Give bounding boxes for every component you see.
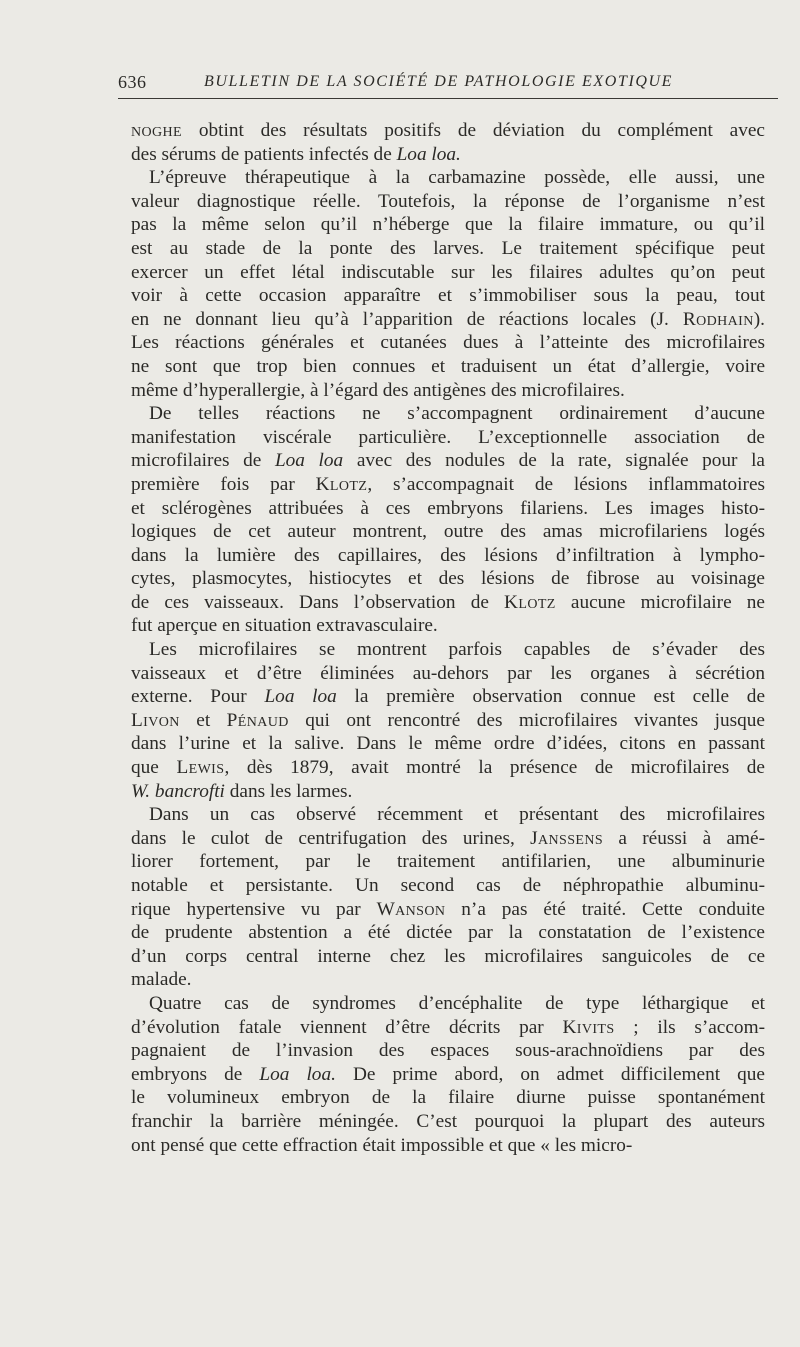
text-run: embryons de [131, 1063, 260, 1085]
body-text [131, 119, 765, 1157]
text-line [131, 732, 765, 756]
text-line [131, 614, 765, 638]
species-name: Loa loa. [259, 1063, 336, 1085]
text-run: microfilaires de [131, 450, 275, 472]
text-line [131, 473, 765, 497]
text-line [131, 1086, 765, 1110]
text-run: de ces vaisseaux. Dans l’observation de [131, 591, 505, 613]
species-name: Loa loa [274, 450, 344, 472]
text-line [131, 284, 765, 308]
text-run: externe. Pour [131, 686, 265, 708]
text-run: ne sont que trop bien connues et traduisent un état d’allergie, voire [131, 355, 765, 377]
text-run: la première observation connue est celle de [336, 686, 766, 708]
text-run: est au stade de la ponte des larves. Le traitement spécifique peut [131, 237, 765, 259]
running-title: BULLETIN DE LA SOCIÉTÉ DE PATHOLOGIE EXOTIQUE [204, 73, 674, 90]
text-line [131, 780, 765, 804]
text-line [131, 992, 765, 1016]
text-run: dans la lumière des capillaires, des lésions d’infiltration à lympho- [131, 544, 765, 566]
text-line [131, 143, 765, 167]
text-run: dans les larmes. [224, 780, 353, 802]
text-line [131, 355, 765, 379]
text-line [131, 1063, 765, 1087]
text-line [131, 1016, 765, 1040]
text-run: De telles réactions ne s’accompagnent ordinairement d’aucune [149, 403, 765, 425]
text-line [131, 402, 765, 426]
text-run: qui ont rencontré des microfilaires vivantes jusque [288, 709, 765, 731]
author-name: Klotz [504, 591, 556, 613]
text-line [131, 449, 765, 473]
author-name: Wanson [376, 898, 446, 920]
text-run: , s’accompagnait de lésions inflammatoires [367, 473, 765, 495]
text-run: Dans un cas observé récemment et présentant des microfilaires [149, 804, 765, 826]
text-run: De prime abord, on admet difficilement que [335, 1063, 765, 1085]
text-run: et sclérogènes attribuées à ces embryons filariens. Les images histo- [131, 497, 765, 519]
text-line [131, 662, 765, 686]
text-line [131, 166, 765, 190]
text-run: L’épreuve thérapeutique à la carbamazine possède, elle aussi, une [149, 167, 765, 189]
text-run: valeur diagnostique réelle. Toutefois, la réponse de l’organisme n’est [131, 190, 765, 212]
author-name: Rodhain [682, 308, 754, 330]
page-header [118, 68, 778, 99]
page-number: 636 [118, 72, 147, 92]
text-line [131, 1110, 765, 1134]
text-line [131, 190, 765, 214]
text-line [131, 827, 765, 851]
text-run: liorer fortement, par le traitement antifilarien, une albuminurie [131, 851, 765, 873]
text-line [131, 850, 765, 874]
text-line [131, 497, 765, 521]
text-run: , dès 1879, avait montré la présence de microfilaires de [224, 757, 765, 779]
text-run: Les réactions générales et cutanées dues à l’atteinte des microfilaires [131, 332, 765, 354]
author-name: Klotz [315, 473, 368, 495]
text-run: dans le culot de centrifugation des urines, [131, 827, 531, 849]
text-run: le volumineux embryon de la filaire diurne puisse spontanément [131, 1087, 765, 1109]
text-line [131, 261, 765, 285]
text-line [131, 1134, 765, 1158]
text-line [131, 237, 765, 261]
author-name: Kivits [562, 1016, 615, 1038]
text-run: avec des nodules de la rate, signalée pour la [343, 450, 765, 472]
text-run: cytes, plasmocytes, histiocytes et des lésions de fibrose au voisinage [131, 568, 765, 590]
text-run: dans l’urine et la salive. Dans le même ordre d’idées, citons en passant [131, 733, 765, 755]
text-line [131, 638, 765, 662]
text-line [131, 591, 765, 615]
text-run: pagnaient de l’invasion des espaces sous-arachnoïdiens par des [131, 1040, 765, 1062]
text-line [131, 308, 765, 332]
text-line [131, 898, 765, 922]
text-line [131, 119, 765, 143]
text-line [131, 709, 765, 733]
text-run: rique hypertensive vu par [131, 898, 377, 920]
text-run: des sérums de patients infectés de [131, 143, 397, 165]
text-run: que [131, 757, 177, 779]
text-run: logiques de cet auteur montrent, outre des amas microfilariens logés [131, 521, 765, 543]
text-line [131, 520, 765, 544]
text-run: première fois par [131, 473, 316, 495]
author-name: Janssens [530, 827, 604, 849]
text-line [131, 426, 765, 450]
text-line [131, 968, 765, 992]
text-line [131, 544, 765, 568]
species-name: Loa loa. [396, 143, 461, 165]
text-line [131, 1039, 765, 1063]
text-line [131, 379, 765, 403]
text-run: de prudente abstention a été dictée par la constatation de l’existence [131, 922, 765, 944]
text-line [131, 803, 765, 827]
text-line [131, 331, 765, 355]
text-run: Les microfilaires se montrent parfois capables de s’évader des [149, 639, 765, 661]
text-run: en ne donnant lieu qu’à l’apparition de réactions locales (J. [131, 308, 683, 330]
text-run: et [179, 709, 227, 731]
text-run: fut aperçue en situation extravasculaire. [131, 615, 438, 637]
text-run: d’évolution fatale viennent d’être décrits par [131, 1016, 563, 1038]
author-name: Livon [131, 709, 180, 731]
author-name: Lewis [176, 757, 225, 779]
text-run: malade. [131, 969, 192, 991]
text-run: même d’hyperallergie, à l’égard des antigènes des microfilaires. [131, 379, 625, 401]
text-line [131, 685, 765, 709]
text-line [131, 874, 765, 898]
text-run: a réussi à amé- [603, 827, 765, 849]
text-line [131, 756, 765, 780]
text-run: ; ils s’accom- [614, 1016, 765, 1038]
species-name: Loa loa [264, 686, 337, 708]
text-line [131, 921, 765, 945]
text-run: d’un corps central interne chez les microfilaires sanguicoles de ce [131, 945, 765, 967]
text-run: Quatre cas de syndromes d’encéphalite de type léthargique et [149, 992, 765, 1014]
text-run: voir à cette occasion apparaître et s’immobiliser sous la peau, tout [131, 285, 765, 307]
text-run: notable et persistante. Un second cas de néphropathie albuminu- [131, 875, 765, 896]
text-run: aucune microfilaire ne [555, 591, 765, 613]
text-line [131, 567, 765, 591]
text-run: ). [753, 308, 765, 330]
text-run: exercer un effet létal indiscutable sur les filaires adultes qu’on peut [131, 261, 765, 283]
text-run: ont pensé que cette effraction était impossible et que « les micro- [131, 1134, 633, 1156]
text-run: pas la même selon qu’il n’héberge que la filaire immature, ou qu’il [131, 214, 765, 236]
text-run: franchir la barrière méningée. C’est pourquoi la plupart des auteurs [131, 1110, 765, 1132]
species-name: W. bancrofti [131, 780, 225, 802]
text-run: manifestation viscérale particulière. L’exceptionnelle association de [131, 426, 765, 448]
author-name: noghe [131, 120, 182, 141]
text-run: vaisseaux et d’être éliminées au-dehors par les organes à sécrétion [131, 662, 765, 684]
author-name: Pénaud [226, 709, 289, 731]
text-run: n’a pas été traité. Cette conduite [445, 898, 765, 920]
text-line [131, 213, 765, 237]
text-run: obtint des résultats positifs de déviation du complément avec [182, 120, 765, 141]
text-line [131, 945, 765, 969]
